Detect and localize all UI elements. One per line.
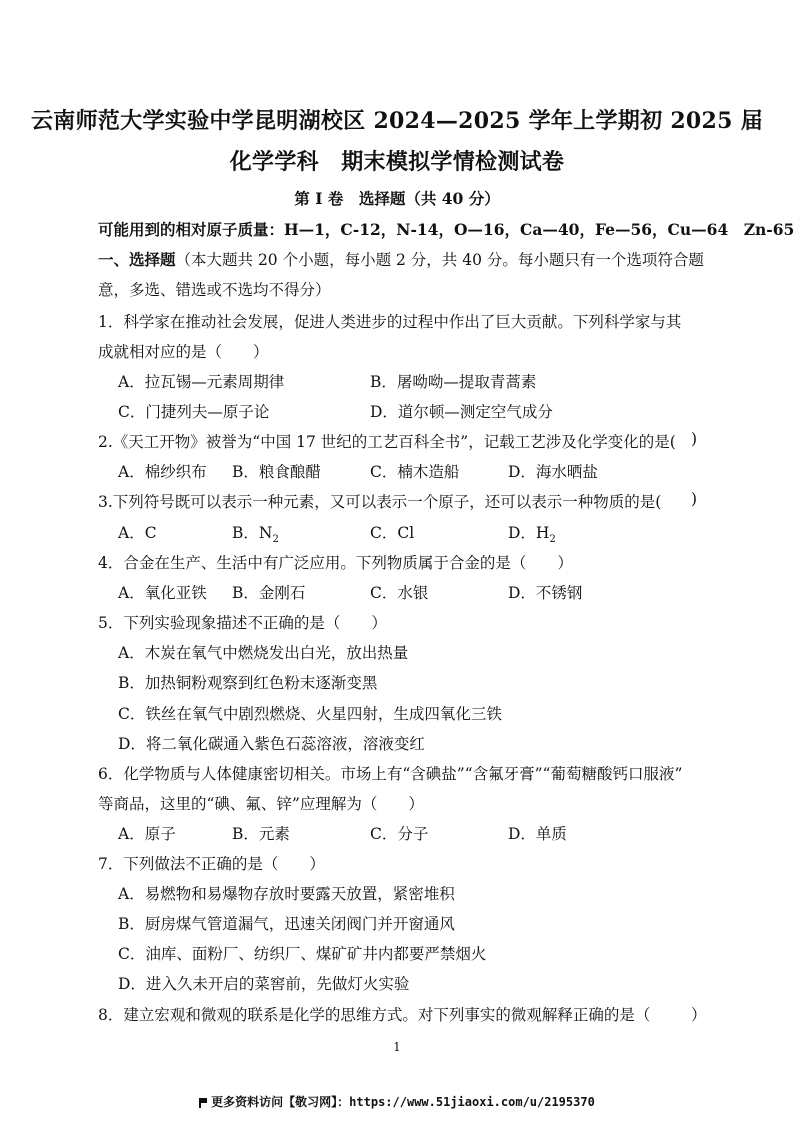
q6-option-a: A．原子 [118,825,176,843]
q6-stem: 6．化学物质与人体健康密切相关。市场上有“含碘盐”“含氟牙膏”“葡萄糖酸钙口服液” [98,765,683,783]
q5-option-d: D．将二氧化碳通入紫色石蕊溶液，溶液变红 [118,735,425,753]
q3-option-b [232,521,279,545]
q3-option-b-subscript: 2 [272,534,279,546]
q4-option-b: B．金刚石 [232,584,306,602]
q6-option-c: C．分子 [370,825,429,843]
q2-option-c: C．楠木造船 [370,463,460,481]
q2-answer-paren: ) [691,430,698,448]
q1-option-d: D．道尔顿—测定空气成分 [370,403,553,421]
q3-option-d-subscript: 2 [549,534,556,546]
q4-option-c: C．水银 [370,584,429,602]
part1-instructions [98,248,704,270]
q2-option-a: A．棉纱织布 [118,463,207,481]
footer-text: 更多资料访问【敬习网】：https://www.51jiaoxi.com/u/2195370 [211,1095,595,1109]
footer-link[interactable] [0,1093,794,1110]
page-number: 1 [393,1040,401,1054]
q7-option-d: D．进入久未开启的菜窖前，先做灯火实验 [118,975,410,993]
q2-option-b: B．粮食酿醋 [232,463,321,481]
q7-stem: 7．下列做法不正确的是（ ） [98,855,325,873]
q3-option-d [508,521,556,545]
q7-option-b: B．厨房煤气管道漏气，迅速关闭阀门并开窗通风 [118,915,455,933]
q5-option-a: A．木炭在氧气中燃烧发出白光，放出热量 [118,644,409,662]
section-title: 第 I 卷 选择题（共 40 分） [294,189,500,208]
part1-heading: 一、选择题 [98,250,176,269]
q4-option-d: D．不锈钢 [508,584,583,602]
q3-option-a: A．C [118,524,157,542]
q3-option-c: C．Cl [370,524,415,542]
q5-stem: 5．下列实验现象描述不正确的是（ ） [98,614,387,632]
q6-option-d: D．单质 [508,825,567,843]
q5-option-c: C．铁丝在氧气中剧烈燃烧、火星四射，生成四氧化三铁 [118,705,502,723]
q5-option-b: B．加热铜粉观察到红色粉末逐渐变黑 [118,674,378,692]
exam-title-line2: 化学学科 期末模拟学情检测试卷 [229,149,565,175]
q8-answer-paren: ） [691,1006,707,1024]
q3-option-d-text: D．H [508,524,550,542]
q7-option-c: C．油库、面粉厂、纺织厂、煤矿矿井内都要严禁烟火 [118,945,487,963]
q4-option-a: A．氧化亚铁 [118,584,207,602]
q1-stem: 1．科学家在推动社会发展，促进人类进步的过程中作出了巨大贡献。下列科学家与其 [98,313,682,331]
q7-option-a: A．易燃物和易爆物存放时要露天放置，紧密堆积 [118,885,455,903]
q1-stem-cont: 成就相对应的是（ ） [98,343,269,361]
q3-option-b-text: B．N [232,524,273,542]
q3-stem: 3.下列符号既可以表示一种元素，又可以表示一个原子，还可以表示一种物质的是( [98,493,662,511]
q4-stem: 4．合金在生产、生活中有广泛应用。下列物质属于合金的是（ ） [98,554,573,572]
q1-option-a: A．拉瓦锡—元素周期律 [118,373,285,391]
part1-instructions-text: （本大题共 20 个小题，每小题 2 分，共 40 分。每小题只有一个选项符合题 [175,251,704,269]
q2-option-d: D．海水晒盐 [508,463,598,481]
q1-option-c: C．门捷列夫—原子论 [118,403,270,421]
exam-title-line1: 云南师范大学实验中学昆明湖校区 2024—2025 学年上学期初 2025 届 [30,108,764,134]
q3-answer-paren: ) [691,490,698,508]
q2-stem: 2.《天工开物》被誉为“中国 17 世纪的工艺百科全书”，记载工艺涉及化学变化的是( [98,433,676,451]
q8-stem: 8．建立宏观和微观的联系是化学的思维方式。对下列事实的微观解释正确的是（ [98,1006,651,1024]
part1-instructions-cont: 意，多选、错选或不选均不得分） [98,281,331,299]
atomic-mass-line: 可能用到的相对原子质量：H—1，C-12，N-14，O—16，Ca—40，Fe—56，Cu—64 Zn-65 [98,220,794,239]
q1-option-b: B．屠呦呦—提取青蒿素 [370,373,537,391]
q6-option-b: B．元素 [232,825,290,843]
q6-stem-cont: 等商品，这里的“碘、氟、锌”应理解为（ ） [98,795,424,813]
flag-icon [199,1098,207,1107]
